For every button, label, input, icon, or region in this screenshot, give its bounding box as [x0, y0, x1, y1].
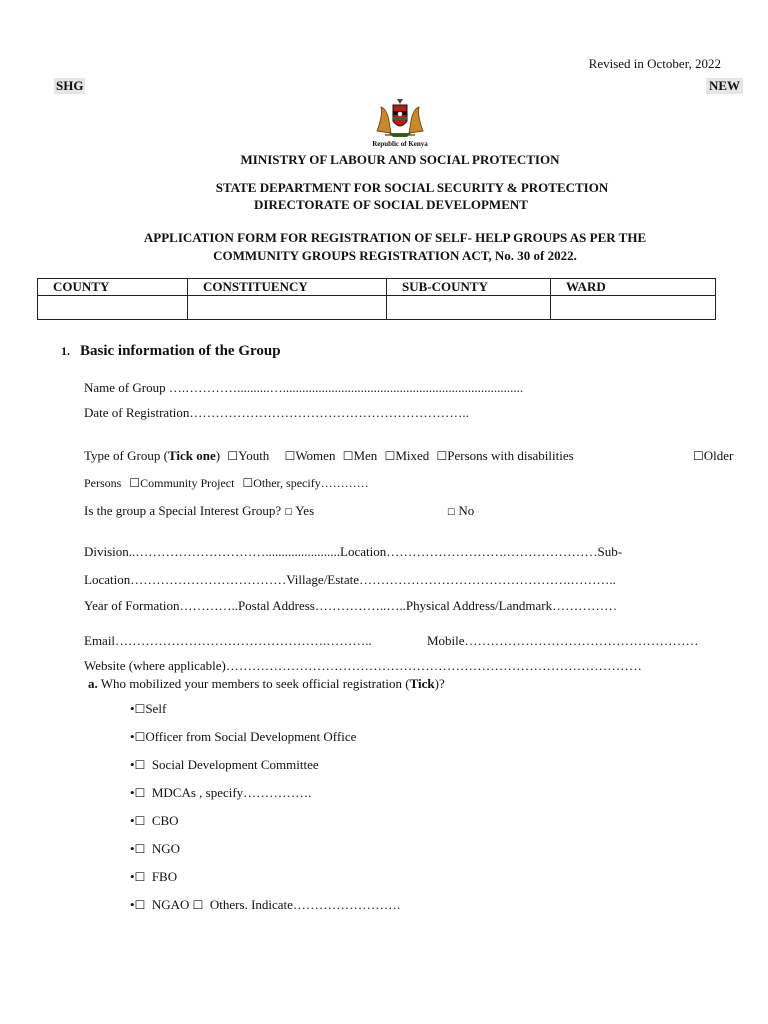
ministry-heading: MINISTRY OF LABOUR AND SOCIAL PROTECTION	[240, 152, 560, 167]
special-interest-row	[84, 503, 314, 519]
year-postal-physical-field[interactable]: Year of Formation…………..Postal Address……………..…..Physical Address/Landmark……………	[84, 598, 618, 613]
form-tag-new: NEW	[706, 78, 743, 94]
tick-one-label: Tick one	[167, 448, 216, 463]
website-field[interactable]: Website (where applicable)……………………………………………………………………………………	[84, 658, 642, 673]
mobilizer-option-committee[interactable]: •☐ Social Development Committee	[130, 757, 319, 772]
mobilizer-option-mdcas[interactable]: •☐ MDCAs , specify…………….	[130, 785, 312, 800]
sub-county-field[interactable]	[387, 296, 551, 320]
group-name-field[interactable]: Name of Group ….…………..........…..........................................................................	[84, 380, 524, 395]
checkbox-icon[interactable]: ☐	[129, 476, 141, 490]
state-department-heading: STATE DEPARTMENT FOR SOCIAL SECURITY & PROTECTION	[215, 180, 609, 195]
checkbox-no-icon[interactable]: ☐	[447, 508, 456, 518]
form-tag-shg: SHG	[56, 78, 84, 93]
checkbox-icon[interactable]: ☐	[384, 449, 396, 463]
sublocation-village-field[interactable]: Location………………………………Village/Estate………………………………………….………..	[84, 572, 616, 587]
special-interest-question: Is the group a Special Interest Group?	[84, 503, 282, 518]
section-title: Basic information of the Group	[80, 343, 281, 359]
special-interest-no: No	[458, 503, 475, 518]
special-interest-yes: Yes	[295, 503, 315, 518]
location-table	[37, 278, 716, 320]
option-women[interactable]: ☐Women	[284, 448, 336, 463]
checkbox-icon[interactable]: ☐	[192, 898, 204, 912]
special-interest-no-option[interactable]	[447, 503, 474, 519]
mobile-field[interactable]: Mobile………………………………………………	[427, 633, 699, 648]
republic-of-kenya-caption: Republic of Kenya	[372, 140, 428, 148]
group-type-row-2: Persons ☐Community Project ☐Other, specify…………	[84, 476, 369, 490]
checkbox-icon[interactable]: ☐	[284, 449, 296, 463]
option-mixed[interactable]: ☐Mixed	[384, 448, 430, 463]
mobilizer-option-cbo[interactable]: •☐ CBO	[130, 813, 179, 828]
checkbox-icon[interactable]: ☐	[134, 702, 146, 716]
email-field[interactable]: Email………………………………………….………..	[84, 633, 372, 648]
revision-note: Revised in October, 2022	[588, 56, 721, 71]
checkbox-yes-icon[interactable]: ☐	[284, 508, 293, 518]
group-type-label: Type of Group (	[84, 448, 168, 463]
column-county: COUNTY	[38, 279, 188, 296]
checkbox-icon[interactable]: ☐	[242, 476, 254, 490]
constituency-field[interactable]	[188, 296, 387, 320]
option-community-project[interactable]: ☐Community Project	[129, 476, 235, 490]
county-field[interactable]	[38, 296, 188, 320]
checkbox-icon[interactable]: ☐	[436, 449, 448, 463]
option-persons-with-disabilities[interactable]: ☐Persons with disabilities	[436, 448, 574, 463]
division-location-field[interactable]: Division..………………………….......................Location……………………….…………………Sub-	[84, 544, 623, 559]
mobilizer-option-self[interactable]: •☐Self	[130, 701, 167, 716]
mobilizer-option-ngo[interactable]: •☐ NGO	[130, 841, 180, 856]
checkbox-icon[interactable]: ☐	[227, 449, 239, 463]
kenya-coat-of-arms-icon	[371, 95, 429, 139]
option-youth[interactable]: ☐Youth	[227, 448, 270, 463]
checkbox-icon[interactable]: ☐	[134, 898, 146, 912]
group-type-row: Type of Group (Tick one) ☐Youth ☐Women ☐Men ☐Mixed ☐Persons with disabilities	[84, 448, 574, 463]
mobilizer-option-ngao-others[interactable]: •☐ NGAO ☐ Others. Indicate…………………….	[130, 897, 401, 912]
column-constituency: CONSTITUENCY	[188, 279, 387, 296]
section-1-heading	[61, 343, 281, 360]
form-title-line-2: COMMUNITY GROUPS REGISTRATION ACT, No. 30 of 2022.	[213, 248, 577, 263]
option-men[interactable]: ☐Men	[342, 448, 378, 463]
checkbox-icon[interactable]: ☐	[134, 758, 146, 772]
checkbox-icon[interactable]: ☐	[134, 870, 146, 884]
mobilizer-option-officer[interactable]: •☐Officer from Social Development Office	[130, 729, 357, 744]
ward-field[interactable]	[551, 296, 716, 320]
checkbox-icon[interactable]: ☐	[134, 730, 146, 744]
mobilizer-option-fbo[interactable]: •☐ FBO	[130, 869, 178, 884]
form-title-line-1: APPLICATION FORM FOR REGISTRATION OF SELF- HELP GROUPS AS PER THE	[143, 230, 647, 245]
registration-date-field[interactable]: Date of Registration………………………………………………………..	[84, 405, 469, 420]
mobilizer-question: a. Who mobilized your members to seek official registration (Tick)?	[88, 676, 445, 691]
checkbox-icon[interactable]: ☐	[134, 814, 146, 828]
column-ward: WARD	[551, 279, 716, 296]
checkbox-icon[interactable]: ☐	[342, 449, 354, 463]
checkbox-icon[interactable]: ☐	[693, 449, 704, 463]
option-other[interactable]: ☐Other, specify…………	[242, 476, 369, 490]
checkbox-icon[interactable]: ☐	[134, 786, 146, 800]
column-sub-county: SUB-COUNTY	[387, 279, 551, 296]
section-number: 1.	[61, 344, 70, 358]
directorate-heading: DIRECTORATE OF SOCIAL DEVELOPMENT	[254, 197, 528, 212]
checkbox-icon[interactable]: ☐	[134, 842, 146, 856]
option-older-persons-start[interactable]: ☐Older	[693, 448, 734, 463]
